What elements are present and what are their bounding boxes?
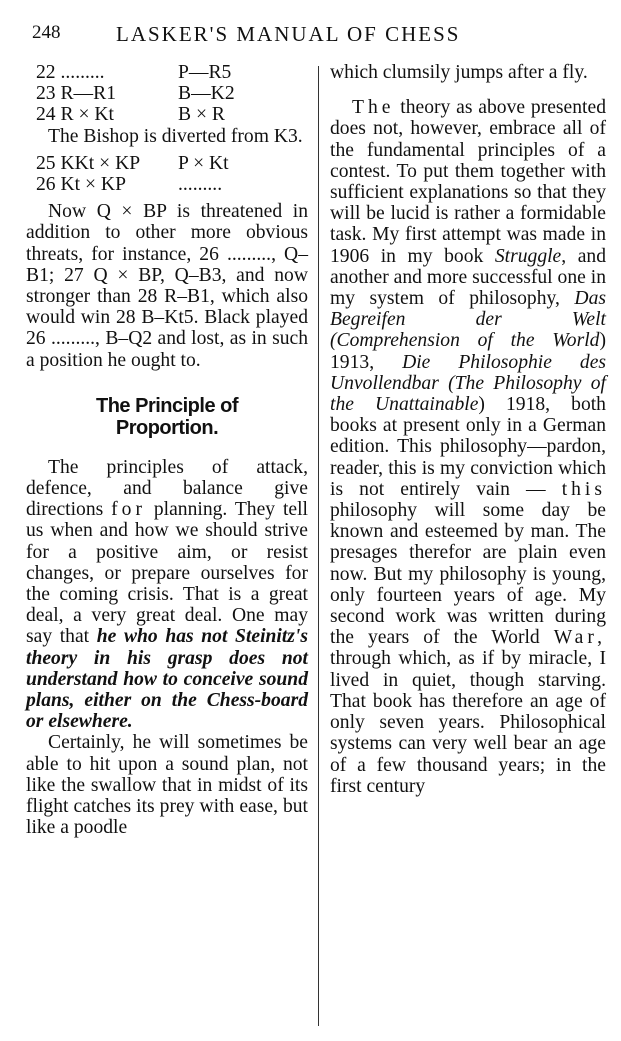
move-row bbox=[26, 83, 308, 104]
black-move: B—K2 bbox=[178, 83, 235, 105]
book-title-philosophie: Die Philosophie des Unvollendbar (The Philosophy of the Unattainable bbox=[330, 351, 607, 416]
text-run-spaced: War, bbox=[553, 627, 606, 649]
move-row bbox=[26, 174, 308, 195]
black-move: P—R5 bbox=[178, 62, 232, 83]
section-heading bbox=[26, 395, 308, 439]
right-column bbox=[330, 62, 606, 797]
text-run-spaced: for bbox=[111, 499, 146, 521]
black-move: P × Kt bbox=[178, 152, 229, 174]
move-list-2 bbox=[26, 153, 308, 195]
white-move: 23 R—R1 bbox=[36, 83, 117, 105]
white-move: 25 KKt × KP bbox=[36, 152, 141, 174]
book-title-struggle: Struggle bbox=[494, 245, 562, 267]
column-divider bbox=[318, 66, 319, 1026]
section-heading-line-1: The Principle of bbox=[95, 394, 239, 417]
left-column bbox=[26, 62, 308, 838]
white-move: 24 R × Kt bbox=[36, 104, 115, 126]
paragraph-fly: which clumsily jumps after a fly. bbox=[330, 62, 588, 83]
emphasized-text: he who has not Steinitz's theory in his grasp does not understand how to conceive sound plans, either on the Chess-board or elsewhere. bbox=[26, 626, 309, 733]
text-run: planning. They tell us when and how we should strive for a positive aim, or resist changes, or prepare ourselves for the coming crisis. That is a great deal, a very great deal. One may say that bbox=[26, 499, 308, 648]
section-heading-line-2: Proportion. bbox=[115, 416, 219, 439]
move-row bbox=[26, 153, 308, 174]
white-move: 22 ......... bbox=[36, 62, 105, 83]
text-run: The principles of attack, defence, and balance give directions bbox=[26, 456, 308, 521]
text-run: ) 1913, bbox=[330, 330, 606, 373]
running-title: LASKER'S MANUAL OF CHESS bbox=[116, 22, 461, 46]
black-move: B × R bbox=[178, 104, 225, 126]
paragraph-theory bbox=[330, 97, 606, 797]
paragraph-bishop: The Bishop is diverted from K3. bbox=[48, 125, 303, 147]
text-run-spaced: this bbox=[561, 478, 606, 500]
text-run: through which, as if by miracle, I lived in quiet, though starving. That book has therefore an age of only seven years. Philosophical systems can very well bear an age of a few thousand years; in the first century bbox=[330, 648, 606, 797]
black-move: ......... bbox=[178, 173, 223, 195]
text-run-spaced: The bbox=[352, 97, 395, 119]
text-run: philosophy will some day be known and esteemed by man. The presages therefor are plain even now. But my philosophy is young, only fourteen years of age. My second work was written during the years of the World bbox=[330, 500, 606, 649]
text-run: ) 1918, both books at present only in a German edition. This philosophy—pardon, reader, this is my conviction which is not entirely vain — bbox=[330, 394, 606, 500]
move-row bbox=[26, 104, 308, 125]
paragraph-threat: Now Q × BP is threatened in addition to other more obvious threats, for instance, 26 ........., Q–B1; 27 Q × BP, Q–B3, and now stronger than 28 R–B1, which also would win 28 B–Kt5. Black played 26 ........., B–Q2 and lost, as in such a position he ought to. bbox=[26, 201, 308, 371]
paragraph-certainly: Certainly, he will sometimes be able to hit upon a sound plan, not like the swallow that in midst of its flight catches its prey with ease, but like a poodle bbox=[26, 732, 308, 839]
move-row bbox=[26, 62, 308, 83]
page-number: 248 bbox=[32, 22, 61, 43]
white-move: 26 Kt × KP bbox=[36, 173, 126, 195]
move-list-1 bbox=[26, 62, 308, 126]
text-run: theory as above presented does not, however, embrace all of the fundamental principles of a contest. To put them together with sufficient explanations so that they will be lucid is rather a formidable task. My first attempt was made in 1906 in my book bbox=[330, 97, 606, 267]
page-header bbox=[26, 20, 593, 50]
text-run: , and another and more successful one in my system of philosophy, bbox=[330, 245, 607, 310]
paragraph-principles bbox=[26, 457, 308, 733]
book-title-begreifen: Das Begreifen der Welt (Comprehension of the World bbox=[330, 288, 606, 352]
